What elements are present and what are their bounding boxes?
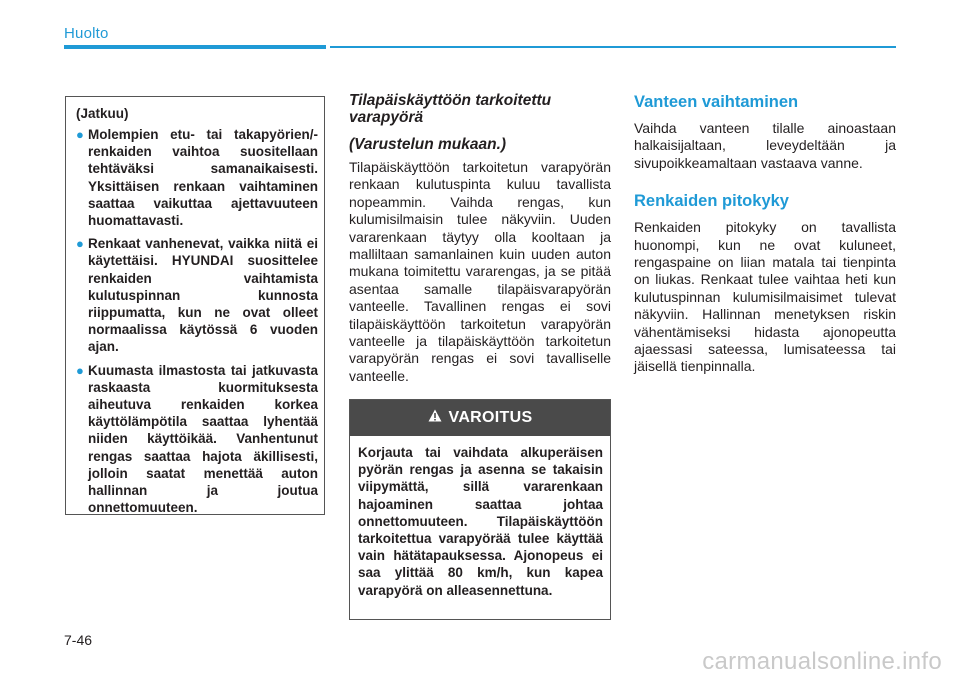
note-item (76, 362, 318, 517)
warning-label: VAROITUS (448, 409, 533, 426)
note-item (76, 126, 318, 229)
watermark: carmanualsonline.info (702, 648, 942, 675)
header-rule-thick (64, 45, 326, 49)
continued-note-box (65, 96, 325, 515)
note-list (76, 126, 318, 516)
temp-spare-body: Tilapäiskäyttöön tarkoitetun varapyörän renkaan kulutuspinta kuluu tavallista nopeammin. Vaihda rengas, kun kulumisilmaisin tulee näkyviin. Uuden vararenkaan täytyy olla kooltaan ja malliltaan samanlainen kuin uuden auton mukana toimitettu vararengas, ja se pitää asentaa samalle tilapäisvarapyörän vanteelle. Tavallinen rengas ei sovi tilapäiskäyttöön tarkoitetun varapyörän vanteelle ja tilapäiskäyttöön tarkoitetun varapyörän rengas ei sovi tavalliselle vanteelle. (349, 159, 611, 384)
right-column (634, 93, 896, 376)
warning-header (350, 400, 610, 436)
wheel-change-body: Vaihda vanteen tilalle ainoastaan halkaisijaltaan, leveydeltään ja sivupoikkeamaltaan vastaava vanne. (634, 120, 896, 171)
wheel-change-title: Vanteen vaihtaminen (634, 93, 799, 111)
note-heading: (Jatkuu) (76, 106, 129, 121)
note-item-text: Kuumasta ilmastosta tai jatkuvasta raskaasta kuormituksesta aiheutuva renkaiden korkea käyttölämpötila saattaa lyhentää niiden käyttöikää. Vanhentunut rengas saattaa hajota äkillisesti, jolloin saatat menettää auton hallinnan ja joutua onnettomuuteen. (88, 362, 318, 516)
bullet-icon: ● (76, 362, 84, 378)
temp-spare-section (349, 92, 611, 385)
note-item-text: Renkaat vanhenevat, vaikka niitä ei käytettäisi. HYUNDAI suosittelee renkaiden vaihtamista kulutuspinnan kunnosta riippumatta, kun ne ovat olleet normaalissa käytössä 6 vuoden ajan. (88, 236, 318, 355)
page-number: 7-46 (64, 632, 93, 648)
warning-triangle-icon (428, 409, 442, 427)
bullet-icon: ● (76, 236, 84, 252)
section-title: Huolto (64, 25, 109, 42)
header-rule-thin (330, 46, 896, 48)
temp-spare-title: Tilapäiskäyttöön tarkoitettu varapyörä (349, 92, 552, 126)
temp-spare-subtitle: (Varustelun mukaan.) (349, 136, 507, 153)
warning-text: Korjauta tai vaihdata alkuperäisen pyörän rengas ja asenna se takaisin viipymättä, sillä vararenkaan hajoaminen saattaa johtaa onnettomuuteen. Tilapäiskäyttöön tarkoitettua varapyörää tulee käyttää vain hätätapauksessa. Ajonopeus ei saa ylittää 80 km/h, kun kapea varapyörä on alleasennettuna. (358, 445, 603, 598)
tire-grip-title: Renkaiden pitokyky (634, 192, 789, 211)
bullet-icon: ● (76, 127, 84, 142)
warning-box (349, 399, 611, 620)
note-item (76, 235, 318, 355)
note-item-text: Molempien etu- tai takapyörien/-renkaiden vaihtoa suositellaan tehtäväksi samanaikaisesti. Yksittäisen renkaan vaihtaminen saattaa vaikuttaa ajettavuuteen huomattavasti. (88, 127, 318, 229)
tire-grip-body: Renkaiden pitokyky on tavallista huonompi, kun ne ovat kuluneet, rengaspaine on liian matala tai tienpinta on liukas. Renkaat tulee vaihtaa heti kun kulutuspinnan kulumisilmaisimet tulevat näkyviin. Hallinnan menetyksen riskin vähentämiseksi hidasta ajonopeutta ajaessasi sateessa, lumisateessa tai jäisellä tienpinnalla. (634, 219, 896, 375)
